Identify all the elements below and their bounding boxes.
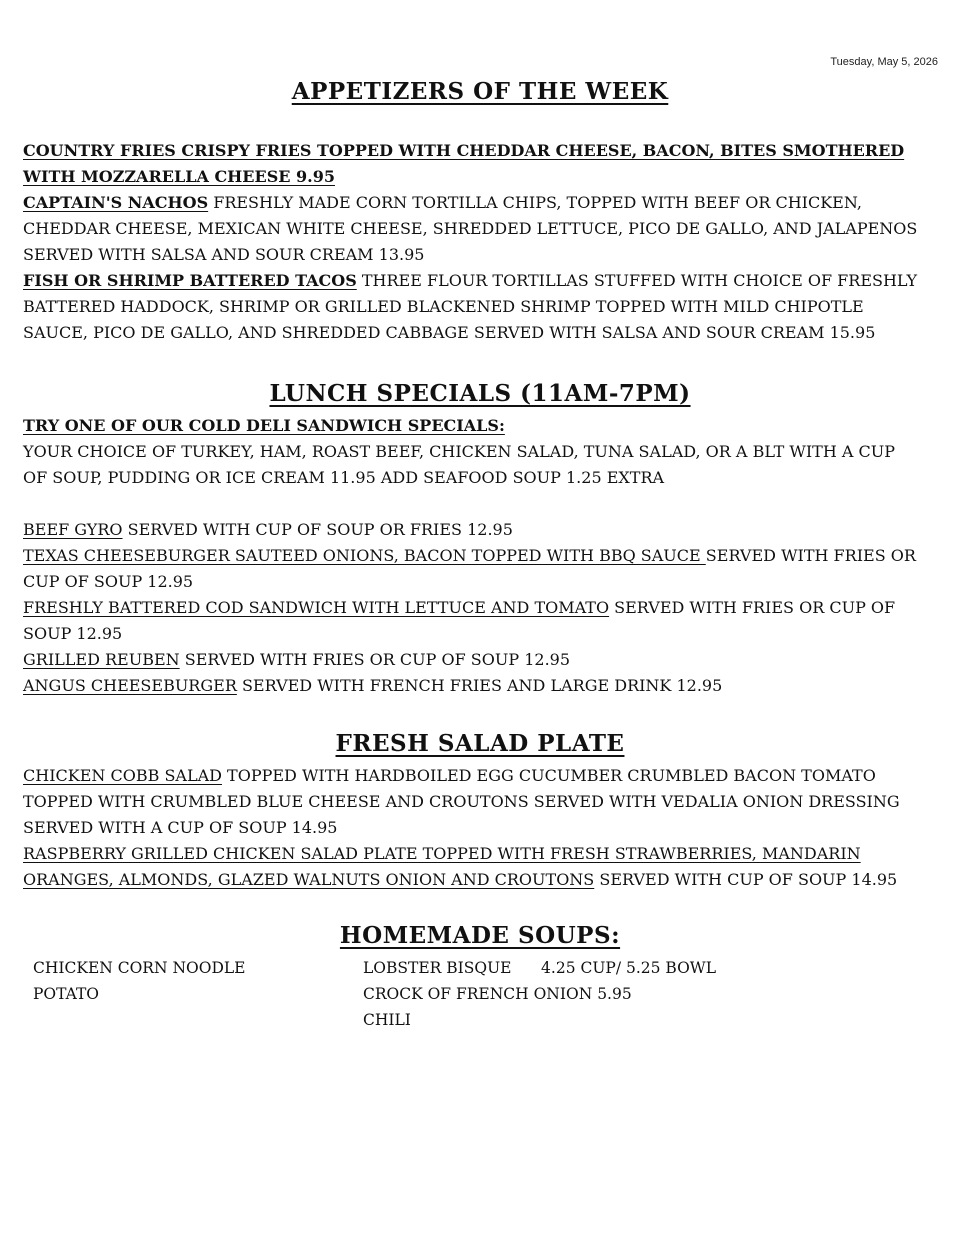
lunch-item (23, 543, 923, 595)
salad-item-name: RASPBERRY GRILLED CHICKEN SALAD PLATE TOPPED WITH FRESH STRAWBERRIES, MANDARIN ORANGES, ALMONDS, GLAZED WALNUTS ONION AND CROUTONS (23, 844, 861, 889)
salad-item-name: CHICKEN COBB SALAD (23, 766, 222, 785)
deli-subheading: TRY ONE OF OUR COLD DELI SANDWICH SPECIALS: (23, 416, 505, 435)
lunch-item-desc: SERVED WITH CUP OF SOUP OR FRIES 12.95 (122, 520, 513, 539)
appetizer-name: CAPTAIN'S NACHOS (23, 193, 209, 212)
soup-item: CROCK OF FRENCH ONION 5.95 (363, 985, 632, 1003)
lunch-item-name: TEXAS CHEESEBURGER SAUTEED ONIONS, BACON TOPPED WITH BBQ SAUCE (23, 546, 706, 565)
appetizer-item (23, 138, 923, 190)
salad-item-desc: TOPPED WITH HARDBOILED EGG CUCUMBER CRUMBLED BACON TOMATO TOPPED WITH CRUMBLED BLUE CHEESE AND CROUTONS SERVED WITH VEDALIA ONION DRESSING SERVED WITH A CUP OF SOUP 14.95 (23, 766, 900, 837)
soup-item: LOBSTER BISQUE 4.25 CUP/ 5.25 BOWL (363, 959, 717, 977)
soup-item: CHICKEN CORN NOODLE (33, 959, 246, 977)
lunch-item (23, 517, 923, 543)
lunch-item (23, 595, 923, 647)
soup-item: POTATO (33, 985, 100, 1003)
soup-item: CHILI (363, 1011, 411, 1029)
appetizers-heading: APPETIZERS OF THE WEEK (291, 78, 669, 105)
lunch-item-name: BEEF GYRO (23, 520, 123, 539)
date-text: Tuesday, May 5, 2026 (830, 56, 938, 68)
salad-heading: FRESH SALAD PLATE (335, 730, 625, 757)
soups-heading: HOMEMADE SOUPS: (339, 922, 621, 949)
appetizer-item (23, 268, 923, 346)
soups-right-column (363, 955, 923, 1033)
lunch-block (23, 413, 923, 699)
salad-item-desc: SERVED WITH CUP OF SOUP 14.95 (594, 870, 898, 889)
appetizer-name: COUNTRY FRIES CRISPY FRIES TOPPED WITH CHEDDAR CHEESE, BACON, BITES SMOTHERED WITH MOZZARELLA CHEESE 9.95 (23, 141, 905, 186)
appetizer-name: FISH OR SHRIMP BATTERED TACOS (23, 271, 357, 290)
lunch-item-desc: SERVED WITH FRENCH FRIES AND LARGE DRINK 12.95 (236, 676, 723, 695)
salad-item (23, 841, 923, 893)
lunch-item-name: ANGUS CHEESEBURGER (23, 676, 237, 695)
appetizer-item (23, 190, 923, 268)
appetizer-desc: THREE FLOUR TORTILLAS STUFFED WITH CHOICE OF FRESHLY BATTERED HADDOCK, SHRIMP OR GRILLED BLACKENED SHRIMP TOPPED WITH MILD CHIPOTLE SAUCE, PICO DE GALLO, AND SHREDDED CABBAGE SERVED WITH SALSA AND SOUR CREAM 15.95 (23, 271, 918, 342)
lunch-item-desc: SERVED WITH FRIES OR CUP OF SOUP 12.95 (179, 650, 571, 669)
lunch-item (23, 673, 923, 699)
lunch-heading: LUNCH SPECIALS (11AM-7PM) (269, 380, 691, 407)
lunch-item-desc: SERVED WITH FRIES OR CUP OF SOUP 12.95 (23, 598, 896, 643)
appetizer-desc: FRESHLY MADE CORN TORTILLA CHIPS, TOPPED WITH BEEF OR CHICKEN, CHEDDAR CHEESE, MEXICAN WHITE CHEESE, SHREDDED LETTUCE, PICO DE GALLO, AND JALAPENOS SERVED WITH SALSA AND SOUR CREAM 13.95 (23, 193, 918, 264)
lunch-item-name: GRILLED REUBEN (23, 650, 180, 669)
deli-description: YOUR CHOICE OF TURKEY, HAM, ROAST BEEF, CHICKEN SALAD, TUNA SALAD, OR A BLT WITH A CUP OF SOUP, PUDDING OR ICE CREAM 11.95 ADD SEAFOOD SOUP 1.25 EXTRA (23, 442, 896, 487)
salad-block (23, 763, 923, 893)
soups-left-column (33, 955, 333, 1007)
lunch-item-name: FRESHLY BATTERED COD SANDWICH WITH LETTUCE AND TOMATO (23, 598, 610, 617)
appetizers-list (23, 138, 923, 346)
spacer (23, 491, 923, 517)
lunch-item-desc: SERVED WITH FRIES OR CUP OF SOUP 12.95 (23, 546, 916, 591)
salad-item (23, 763, 923, 841)
lunch-item (23, 647, 923, 673)
